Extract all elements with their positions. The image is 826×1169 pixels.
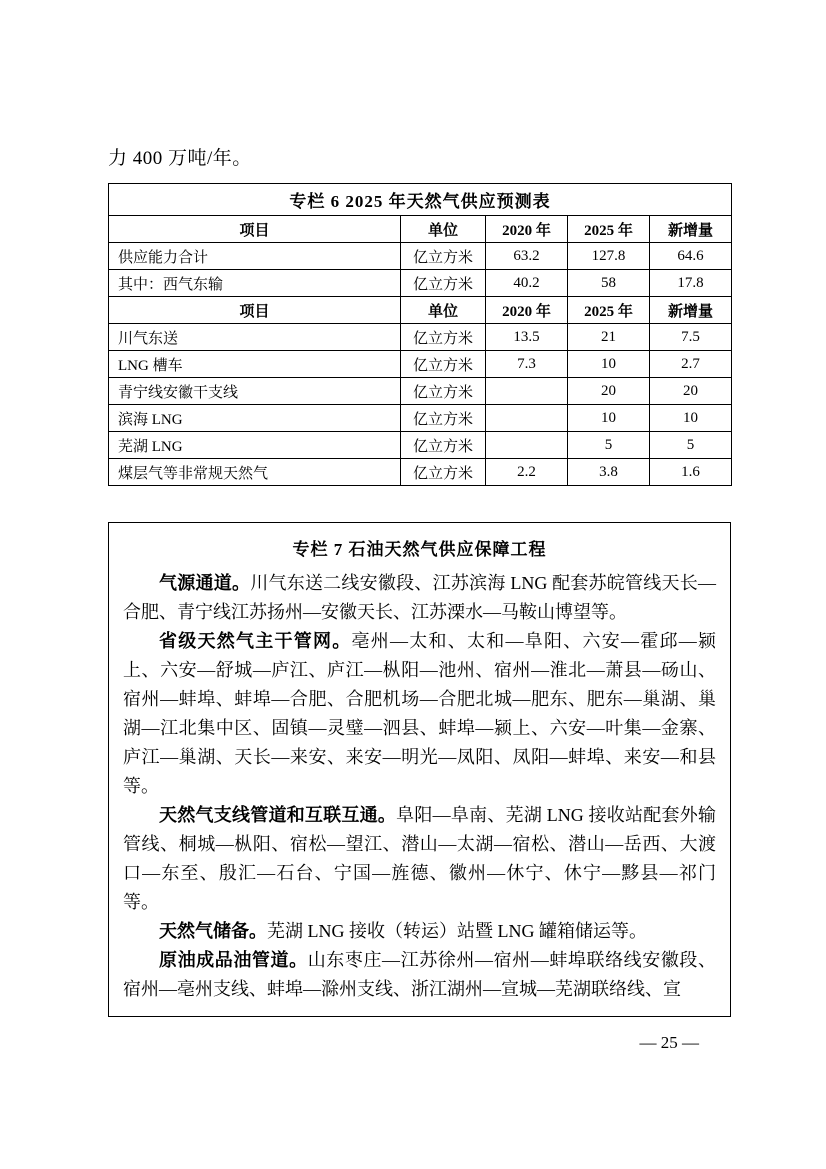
value-cell: 3.8 xyxy=(568,459,650,486)
header-cell: 单位 xyxy=(401,297,486,324)
unit-cell: 亿立方米 xyxy=(401,378,486,405)
value-cell xyxy=(486,405,568,432)
item-cell: 青宁线安徽干支线 xyxy=(109,378,401,405)
paragraph-text: 山东枣庄—江苏徐州—宿州—蚌埠联络线安徽段、宿州—亳州支线、蚌埠—滁州支线、浙江湖州—宣城—芜湖联络线、宣 xyxy=(123,950,717,999)
value-cell: 20 xyxy=(650,378,732,405)
table-title: 专栏 6 2025 年天然气供应预测表 xyxy=(109,184,732,216)
paragraph-text: 芜湖 LNG 接收（转运）站暨 LNG 罐箱储运等。 xyxy=(267,921,647,941)
value-cell: 58 xyxy=(568,270,650,297)
paragraph-lead: 天然气储备。 xyxy=(159,921,267,941)
item-cell: 川气东送 xyxy=(109,324,401,351)
value-cell: 5 xyxy=(650,432,732,459)
table-header-row-repeat xyxy=(109,297,732,324)
table-row xyxy=(109,405,732,432)
value-cell: 7.5 xyxy=(650,324,732,351)
value-cell: 17.8 xyxy=(650,270,732,297)
value-cell: 64.6 xyxy=(650,243,732,270)
header-cell: 单位 xyxy=(401,216,486,243)
box-title: 专栏 7 石油天然气供应保障工程 xyxy=(292,540,547,559)
value-cell: 2.7 xyxy=(650,351,732,378)
value-cell: 20 xyxy=(568,378,650,405)
value-cell: 63.2 xyxy=(486,243,568,270)
paragraph-lead: 原油成品油管道。 xyxy=(159,950,308,970)
header-cell: 项目 xyxy=(109,297,401,324)
value-cell: 40.2 xyxy=(486,270,568,297)
value-cell: 7.3 xyxy=(486,351,568,378)
value-cell: 2.2 xyxy=(486,459,568,486)
paragraph-oil-pipelines xyxy=(123,946,716,1004)
table-row xyxy=(109,459,732,486)
unit-cell: 亿立方米 xyxy=(401,243,486,270)
value-cell xyxy=(486,378,568,405)
paragraph-text: 川气东送二线安徽段、江苏滨海 LNG 配套苏皖管线天长—合肥、青宁线江苏扬州—安徽天长、江苏溧水—马鞍山博望等。 xyxy=(123,573,717,622)
column7-box xyxy=(108,522,731,1017)
value-cell: 21 xyxy=(568,324,650,351)
table-row xyxy=(109,270,732,297)
table-row xyxy=(109,243,732,270)
intro-text: 力 400 万吨/年。 xyxy=(108,148,252,169)
table-header-row xyxy=(109,216,732,243)
item-cell: LNG 槽车 xyxy=(109,351,401,378)
unit-cell: 亿立方米 xyxy=(401,324,486,351)
item-cell: 供应能力合计 xyxy=(109,243,401,270)
gas-supply-forecast-table xyxy=(108,183,732,486)
table-title-row xyxy=(109,184,732,216)
header-cell: 2020 年 xyxy=(486,216,568,243)
value-cell: 10 xyxy=(650,405,732,432)
value-cell: 5 xyxy=(568,432,650,459)
unit-cell: 亿立方米 xyxy=(401,270,486,297)
paragraph-text: 阜阳—阜南、芜湖 LNG 接收站配套外输管线、桐城—枞阳、宿松—望江、潜山—太湖—宿松、潜山—岳西、大渡口—东至、殷汇—石台、宁国—旌德、徽州—休宁、休宁—黟县—祁门等。 xyxy=(123,805,716,912)
value-cell: 13.5 xyxy=(486,324,568,351)
value-cell: 127.8 xyxy=(568,243,650,270)
table-row xyxy=(109,378,732,405)
item-cell: 滨海 LNG xyxy=(109,405,401,432)
paragraph-lead: 天然气支线管道和互联互通。 xyxy=(159,805,397,825)
table-row xyxy=(109,324,732,351)
header-cell: 新增量 xyxy=(650,297,732,324)
header-cell: 项目 xyxy=(109,216,401,243)
unit-cell: 亿立方米 xyxy=(401,459,486,486)
paragraph-text: 亳州—太和、太和—阜阳、六安—霍邱—颍上、六安—舒城—庐江、庐江—枞阳—池州、宿州—淮北—萧县—砀山、宿州—蚌埠、蚌埠—合肥、合肥机场—合肥北城—肥东、肥东—巢湖、巢湖—江北集中区、固镇—灵璧—泗县、蚌埠—颍上、六安—叶集—金寨、庐江—巢湖、天长—来安、来安—明光—凤阳、凤阳—蚌埠、来安—和县等。 xyxy=(123,631,716,796)
paragraph-branch-pipelines xyxy=(123,801,716,917)
header-cell: 2025 年 xyxy=(568,297,650,324)
paragraph-lead: 省级天然气主干管网。 xyxy=(159,631,352,651)
value-cell: 10 xyxy=(568,351,650,378)
unit-cell: 亿立方米 xyxy=(401,405,486,432)
value-cell: 1.6 xyxy=(650,459,732,486)
header-cell: 2020 年 xyxy=(486,297,568,324)
header-cell: 2025 年 xyxy=(568,216,650,243)
paragraph-gas-storage xyxy=(123,917,716,946)
header-cell: 新增量 xyxy=(650,216,732,243)
item-cell: 煤层气等非常规天然气 xyxy=(109,459,401,486)
table-row xyxy=(109,432,732,459)
page-number: — 25 — xyxy=(639,1033,699,1052)
item-cell: 其中：西气东输 xyxy=(109,270,401,297)
table-row xyxy=(109,351,732,378)
paragraph-lead: 气源通道。 xyxy=(159,573,251,593)
value-cell xyxy=(486,432,568,459)
value-cell: 10 xyxy=(568,405,650,432)
unit-cell: 亿立方米 xyxy=(401,432,486,459)
item-cell: 芜湖 LNG xyxy=(109,432,401,459)
paragraph-provincial-network xyxy=(123,627,716,801)
paragraph-gas-source xyxy=(123,569,716,627)
unit-cell: 亿立方米 xyxy=(401,351,486,378)
